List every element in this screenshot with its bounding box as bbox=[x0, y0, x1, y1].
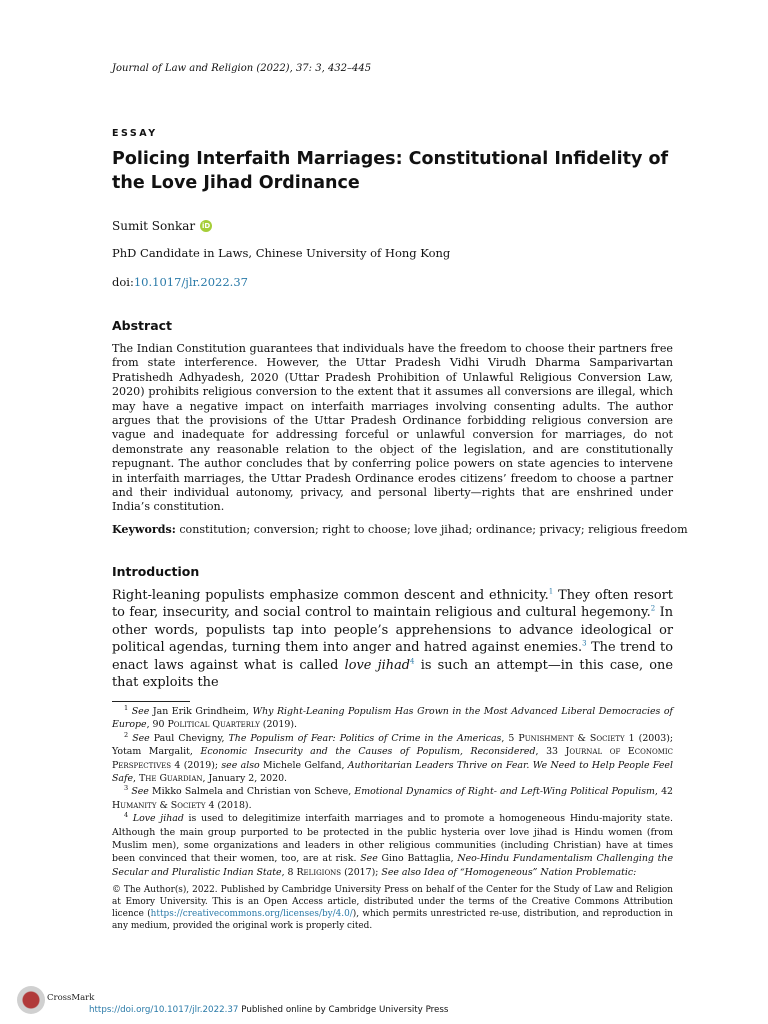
orcid-icon[interactable]: iD bbox=[202, 222, 211, 230]
footnote-number: 2 bbox=[124, 730, 129, 739]
footnote-2 bbox=[112, 732, 673, 786]
fn-text: , January 2, 2020. bbox=[202, 773, 288, 785]
footnote-number: 4 bbox=[124, 811, 129, 820]
fn-journal: Political Quarterly bbox=[167, 719, 260, 731]
footnote-ref[interactable]: 1 bbox=[548, 587, 554, 596]
journal-citation: Journal of Law and Religion (2022), 37: 3, 432–445 bbox=[112, 63, 372, 74]
signal-word: See bbox=[131, 706, 150, 717]
page-footer bbox=[89, 1005, 448, 1015]
footnote-1 bbox=[112, 705, 673, 732]
fn-text: (2017); bbox=[341, 866, 382, 878]
fn-text: Gino Battaglia, bbox=[377, 853, 458, 865]
intro-sentence: The trend to enact laws against what is called bbox=[112, 640, 673, 673]
signal-word: see also bbox=[221, 759, 260, 771]
doi-line bbox=[112, 275, 248, 289]
crossmark-icon bbox=[17, 986, 45, 1014]
footnote-ref[interactable]: 2 bbox=[650, 605, 656, 614]
fn-text: , 42 bbox=[654, 786, 673, 798]
fn-text: is used to delegitimize interfaith marriages and to promote a homogeneous Hindu-majority state. Although the main group purported to be protected in the public hysteria over love jihad is Hindu women (from Muslim men), some organizations and leaders in other religious communities (including Christian) have at times been convinced that their women, too, are at risk. bbox=[112, 813, 673, 865]
fn-text: 4 (2018). bbox=[205, 799, 252, 811]
footnote-number: 3 bbox=[124, 784, 129, 793]
footnote-ref[interactable]: 4 bbox=[410, 657, 415, 666]
introduction-heading: Introduction bbox=[112, 564, 200, 579]
fn-title: The Populism of Fear: Politics of Crime in the Americas bbox=[228, 732, 502, 744]
fn-text: Mikko Salmela and Christian von Scheve, bbox=[148, 786, 355, 798]
fn-text: , bbox=[133, 773, 139, 785]
footnote-ref[interactable]: 3 bbox=[582, 639, 587, 648]
intro-sentence: Right-leaning populists emphasize common descent and ethnicity. bbox=[112, 588, 549, 603]
signal-word: See also bbox=[381, 866, 421, 878]
introduction-text bbox=[112, 587, 673, 691]
keywords-list: constitution; conversion; right to choose; love jihad; ordinance; privacy; religious freedom bbox=[179, 523, 688, 536]
fn-text: , 33 bbox=[535, 746, 566, 758]
doi-prefix: doi: bbox=[112, 275, 134, 289]
section-label: ESSAY bbox=[112, 128, 158, 139]
intro-term: love jihad bbox=[344, 657, 410, 673]
intro-sentence: is such an attempt—in this case, one that exploits the bbox=[112, 657, 673, 691]
doi-link[interactable]: 10.1017/jlr.2022.37 bbox=[133, 275, 248, 289]
license-text: © The Author(s), 2022. Published by Cambridge University Press on behalf of the Center for the Study of Law and Religion at Emory University. This is an Open Access article, distributed under the terms of the Creative Commons Attribution licence ( bbox=[112, 885, 673, 919]
signal-word: See bbox=[131, 786, 149, 798]
intro-sentence: In other words, populists tap into people’s apprehensions to advance ideological or political agendas, turning them into anger and hatred against enemies. bbox=[112, 605, 673, 656]
intro-sentence: They often resort to fear, insecurity, and social control to maintain religious and cultural hegemony. bbox=[112, 588, 673, 621]
abstract-heading: Abstract bbox=[112, 318, 173, 333]
crossmark-label: CrossMark bbox=[47, 993, 95, 1003]
footnote-3 bbox=[112, 785, 673, 812]
fn-text: , 90 bbox=[146, 719, 168, 731]
footnote-number: 1 bbox=[124, 703, 129, 712]
footnote-divider bbox=[112, 701, 190, 702]
fn-title: Neo-Hindu Fundamentalism Challenging the Secular and Pluralistic Indian State bbox=[112, 853, 674, 878]
fn-journal: Journal of Economic Perspectives bbox=[112, 746, 673, 771]
fn-title: Authoritarian Leaders Thrive on Fear. We Need to Help People Feel Safe bbox=[112, 759, 673, 785]
signal-word: See bbox=[360, 853, 378, 865]
fn-journal: Humanity & Society bbox=[112, 799, 206, 811]
footnote-4 bbox=[112, 812, 673, 879]
fn-journal: The Guardian bbox=[139, 773, 203, 785]
fn-text: 4 (2019); bbox=[171, 759, 222, 771]
abstract-text: The Indian Constitution guarantees that individuals have the freedom to choose their partners free from state interference. However, the Uttar Pradesh Vidhi Virudh Dharma Samparivartan Pratishedh Adhyadesh, 2020 (Uttar Pradesh Prohibition of Unlawful Religious Conversion Law, 2020) prohibits religious conversion to the extent that it assumes all conversions are illegal, which may have a negative impact on interfaith marriages involving consenting adults. The author argues that the provisions of the Uttar Pradesh Ordinance forbidding religious conversion are vague and inadequate for addressing forceful or unlawful conversion for marriages, do not demonstrate any reasonable relation to the object of the legislation, and are constitutionally repugnant. The author concludes that by conferring police powers on state agencies to intervene in interfaith marriages, the Uttar Pradesh Ordinance erodes citizens’ freedom to choose a partner and their individual autonomy, privacy, and personal liberty—rights that are enshrined under India’s constitution. bbox=[112, 342, 673, 514]
author-line bbox=[112, 219, 212, 233]
author-name: Sumit Sonkar bbox=[112, 219, 196, 233]
article-title: Policing Interfaith Marriages: Constitutional Infidelity of the Love Jihad Ordinance bbox=[112, 149, 669, 193]
fn-text: (2019). bbox=[259, 719, 297, 731]
fn-term: Love jihad bbox=[132, 813, 184, 825]
signal-word: See bbox=[132, 732, 150, 744]
footer-doi-link[interactable]: https://doi.org/10.1017/jlr.2022.37 bbox=[89, 1005, 239, 1015]
fn-title: Emotional Dynamics of Right- and Left-Wing Political Populism bbox=[354, 786, 655, 798]
fn-title: Idea of “Homogeneous” Nation Problematic: bbox=[420, 866, 637, 878]
fn-text: , 8 bbox=[281, 866, 297, 878]
keywords-label: Keywords: bbox=[112, 523, 176, 536]
fn-journal: Religions bbox=[296, 866, 342, 878]
fn-text: Michele Gelfand, bbox=[259, 759, 348, 771]
fn-title: Why Right-Leaning Populism Has Grown in the Most Advanced Liberal Democracies of Europe bbox=[112, 706, 673, 731]
fn-journal: Punishment & Society bbox=[518, 732, 625, 744]
crossmark-badge[interactable] bbox=[17, 986, 94, 1014]
author-affiliation: PhD Candidate in Laws, Chinese University of Hong Kong bbox=[112, 246, 451, 260]
fn-title: Economic Insecurity and the Causes of Populism, Reconsidered bbox=[200, 746, 536, 758]
license-notice bbox=[112, 885, 673, 933]
fn-text: Paul Chevigny, bbox=[149, 732, 229, 744]
fn-text: 1 (2003); Yotam Margalit, bbox=[112, 732, 674, 758]
fn-text: Jan Erik Grindheim, bbox=[149, 706, 253, 717]
fn-text: , 5 bbox=[501, 732, 519, 744]
license-link[interactable]: https://creativecommons.org/licenses/by/4.0/ bbox=[150, 908, 353, 919]
footer-text: Published online by Cambridge University Press bbox=[238, 1005, 449, 1015]
footnotes bbox=[112, 705, 673, 879]
license-text: ), which permits unrestricted re-use, distribution, and reproduction in any medium, provided the original work is properly cited. bbox=[112, 908, 673, 931]
keywords-line bbox=[112, 523, 712, 536]
